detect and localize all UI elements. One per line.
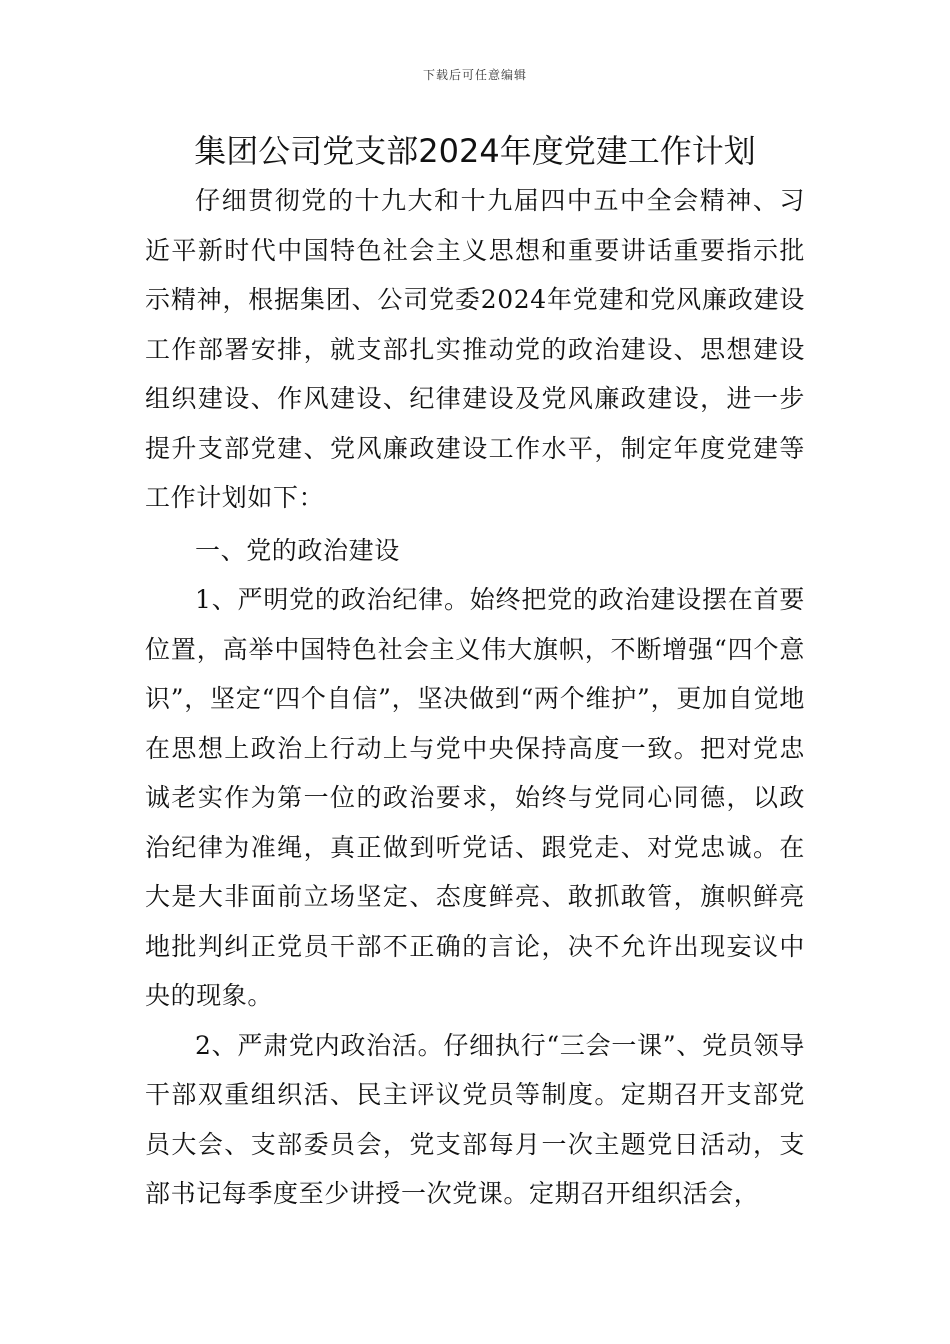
document-body [145,176,805,1219]
body-paragraph: 2、严肃党内政治活。仔细执行“三会一课”、党员领导干部双重组织活、民主评议党员等制度。定期召开支部党员大会、支部委员会，党支部每月一次主题党日活动，支部书记每季度至少讲授一次党课。定期召开组织活会， [145,1030,805,1208]
body-paragraph: 1、严明党的政治纪律。始终把党的政治建设摆在首要位置，高举中国特色社会主义伟大旗帜，不断增强“四个意识”，坚定“四个自信”，坚决做到“两个维护”，更加自觉地在思想上政治上行动上与党中央保持高度一致。把对党忠诚老实作为第一位的政治要求，始终与党同心同德，以政治纪律为准绳，真正做到听党话、跟党走、对党忠诚。在大是大非面前立场坚定、态度鲜亮、敢抓敢管，旗帜鲜亮地批判纠正党员干部不正确的言论，决不允许出现妄议中央的现象。 [145,585,805,1010]
intro-paragraph: 仔细贯彻党的十九大和十九届四中五中全会精神、习近平新时代中国特色社会主义思想和重要讲话重要指示批示精神，根据集团、公司党委2024年党建和党风廉政建设工作部署安排，就支部扎实推动党的政治建设、思想建设组织建设、作风建设、纪律建设及党风廉政建设，进一步提升支部党建、党风廉政建设工作水平，制定年度党建等工作计划如下： [145,186,805,512]
document-title: 集团公司党支部2024年度党建工作计划 [194,132,756,170]
section-heading: 一、党的政治建设 [195,535,400,565]
header-note: 下载后可任意编辑 [422,68,527,82]
